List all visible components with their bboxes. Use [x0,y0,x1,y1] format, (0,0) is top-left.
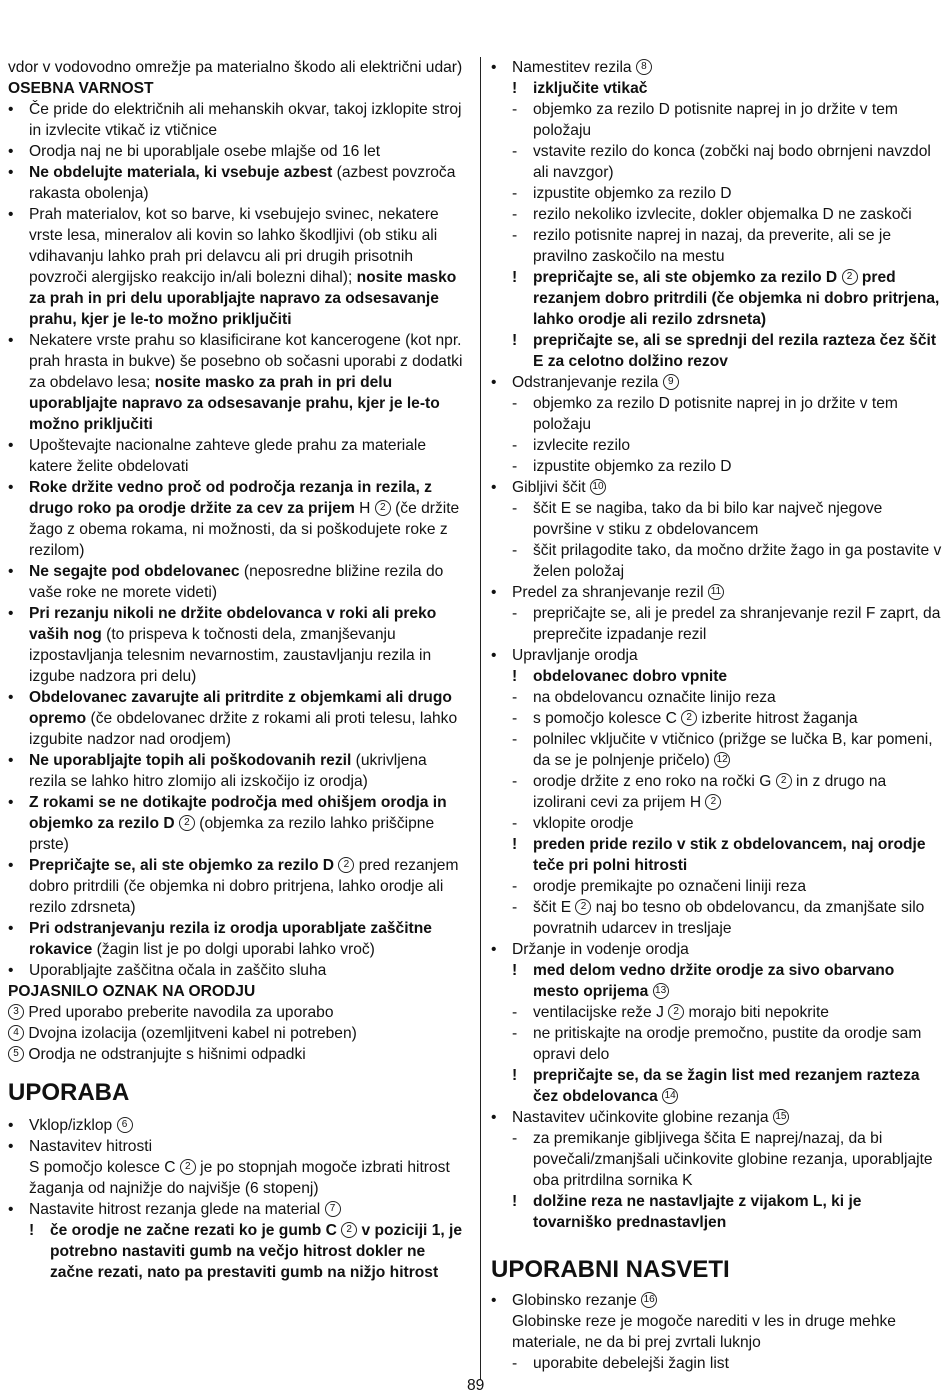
figure-reference-badge: 2 [575,899,591,915]
figure-reference-badge: 16 [641,1292,657,1308]
bullet-item [8,162,468,204]
text-run: če orodje ne začne rezati ko je gumb C [50,1222,342,1239]
figure-reference-badge: 2 [681,710,697,726]
text-run: vstavite rezilo do konca (zobčki naj bodo obrnjeni navzdol ali navzgor) [533,143,931,181]
text-run: Upoštevajte nacionalne zahteve glede prahu za materiale katere želite obdelovati [29,437,427,475]
text-run: (žagin list je po dolgi uporabi lahko vroč) [92,941,375,958]
figure-reference-badge: 11 [708,584,724,600]
text-run: Nastavite hitrost rezanja glede na material [29,1201,325,1218]
bullet-item [8,855,468,918]
text-run: (če držite žago z obema rokama, ni možnosti, da si poškodujete roke z rezilom) [29,500,460,559]
text-run: UPORABNI NASVETI [491,1256,730,1283]
bullet-item [8,99,468,141]
dash-item [491,708,943,729]
figure-reference-badge: 5 [8,1046,24,1062]
text-run: (to prispeva k točnosti dela, zmanjševanju izpostavljanja telesnim nevarnostim, zaustavljanju rezila in izgube nadzora pri delu) [29,626,432,685]
figure-reference-badge: 6 [117,1117,133,1133]
bullet-item [8,330,468,435]
text-run: ščit E [533,899,576,916]
warning-item [491,267,943,330]
dash-item [491,897,943,939]
figure-reference-badge: 2 [705,794,721,810]
dash-item [491,498,943,540]
bullet-item [8,435,468,477]
text-run: med delom vedno držite orodje za sivo obarvano mesto oprijema [533,962,895,1000]
text-run: Če pride do električnih ali mehanskih okvar, takoj izklopite stroj in izvlecite vtikač iz vtičnice [29,101,462,139]
figure-reference-badge: 8 [636,59,652,75]
text-run: izberite hitrost žaganja [697,710,858,727]
dash-item [491,435,943,456]
text-run: izpustite objemko za rezilo D [533,185,732,202]
bullet-item [8,960,468,981]
bullet-item [8,204,468,330]
figure-reference-badge: 12 [714,752,730,768]
warning-item [491,78,943,99]
bullet-item [8,1115,468,1136]
bullet-item [8,792,468,855]
dash-item [491,687,943,708]
bullet-item [491,1107,943,1128]
figure-reference-badge: 7 [325,1201,341,1217]
bullet-item [491,645,943,666]
paragraph [8,1157,468,1199]
text-run: Uporabljajte zaščitna očala in zaščito sluha [29,962,327,979]
bullet-item [8,687,468,750]
text-run: Odstranjevanje rezila [512,374,663,391]
dash-item [491,225,943,267]
text-run: prepričajte se, ali ste objemko za rezilo D [533,269,842,286]
text-run: ščit prilagodite tako, da močno držite žago in ga postavite v želen položaj [533,542,942,580]
text-run: (ukrivljena rezila se lahko hitro zlomijo ali izskočijo iz orodja) [29,752,427,790]
text-run: Prah materialov, kot so barve, ki vsebujejo svinec, nekatere vrste lesa, mineralov ali kovin so lahko škodljivi (ob stiku ali vdihavanju lahko prah pri delavcu ali pri drugih prisotnih povzroči alergijsko reakcijo in/ali bolezni dihal); [29,206,439,286]
dash-item [491,1002,943,1023]
dash-item [491,183,943,204]
dash-item [491,1023,943,1065]
text-run: Pred uporabo preberite navodila za uporabo [24,1004,334,1021]
text-run: Ne segajte pod obdelovanec [29,563,240,580]
text-run: preden pride rezilo v stik z obdelovancem, naj orodje teče pri polni hitrosti [533,836,926,874]
dash-item [491,99,943,141]
text-run: orodje držite z eno roko na ročki G [533,773,776,790]
text-run: Dvojna izolacija (ozemljitveni kabel ni potreben) [24,1025,357,1042]
text-run: nosite masko za prah in pri delu uporabljajte napravo za odsesavanje prahu, kjer je le-to možno priključiti [29,374,440,433]
figure-reference-badge: 9 [663,374,679,390]
figure-reference-badge: 2 [375,500,391,516]
dash-item [491,204,943,225]
paragraph [491,1311,943,1353]
text-run: za premikanje gibljivega ščita E naprej/nazaj, da bi povečali/zmanjšali učinkovite globine rezanja, uporabljajte oba pritrdilna sornika K [533,1130,933,1189]
text-run: je po stopnjah mogoče izbrati hitrost žaganja od najnižje do najvišje (6 stopenj) [29,1159,450,1197]
section-title [491,1256,943,1284]
text-run: (neposredne bližine rezila do vaše roke ne morete videti) [29,563,444,601]
bullet-item [8,750,468,792]
text-run: vdor v vodovodno omrežje pa materialno škodo ali električni udar) [8,59,463,76]
text-run: Pri rezanju nikoli ne držite obdelovanca v roki ali preko vaših nog [29,605,437,643]
text-run: naj bo tesno ob obdelovancu, da zmanjšate silo povratnih udarcev in tresljaje [533,899,925,937]
section-title [8,1079,468,1107]
text-run: POJASNILO OZNAK NA ORODJU [8,983,256,1000]
bullet-item [491,582,943,603]
text-run: Obdelovanec zavarujte ali pritrdite z objemkami ali drugo opremo [29,689,452,727]
text-run: Nastavitev učinkovite globine rezanja [512,1109,773,1126]
dash-item [491,1128,943,1191]
warning-item [8,1220,468,1283]
bullet-item [8,1136,468,1157]
figure-reference-badge: 10 [590,479,606,495]
right-column [491,57,943,1374]
dash-item [491,456,943,477]
bullet-item [491,477,943,498]
text-line [8,1002,468,1023]
column-divider [480,57,481,1380]
text-run: (azbest povzroča rakasta obolenja) [29,164,456,202]
page-number: 89 [467,1377,485,1394]
bullet-item [491,1290,943,1311]
text-run: Nekatere vrste prahu so klasificirane kot kancerogene (kot npr. prah hrasta in bukve) še posebno ob sočasni uporabi z dodatki za obdelavo lesa; [29,332,463,391]
text-run: Ne uporabljajte topih ali poškodovanih rezil [29,752,352,769]
text-run: prepričajte se, ali je predel za shranjevanje rezil F zaprt, da preprečite izpadanje rezil [533,605,941,643]
text-run: dolžine reza ne nastavljajte z vijakom L, ki je tovarniško prednastavljen [533,1193,862,1231]
dash-item [491,393,943,435]
text-run: uporabite debelejši žagin list [533,1355,729,1372]
text-run: objemko za rezilo D potisnite naprej in jo držite v tem položaju [533,101,898,139]
dash-item [491,813,943,834]
text-run: s pomočjo kolesce C [533,710,682,727]
text-run: Orodja ne odstranjujte s hišnimi odpadki [24,1046,306,1063]
figure-reference-badge: 13 [653,983,669,999]
text-run: nosite masko za prah in pri delu uporabljajte napravo za odsesavanje prahu, kjer je le-to možno priključiti [29,269,457,328]
bullet-item [491,372,943,393]
warning-item [491,1191,943,1233]
figure-reference-badge: 15 [773,1109,789,1125]
text-run: v poziciji 1, je potrebno nastaviti gumb na večjo hitrost dokler ne začne rezati, nato pa prestaviti gumb na nižjo hitrost [50,1222,463,1281]
bullet-item [8,603,468,687]
text-run: prepričajte se, ali se sprednji del rezila razteza čez ščit E za celotno dolžino rezov [533,332,937,370]
text-run: H [354,500,375,517]
text-run: polnilec vključite v vtičnico (prižge se lučka B, kar pomeni, da se je polnjenje pričelo) [533,731,933,769]
text-line [8,1044,468,1065]
text-run: Globinsko rezanje [512,1292,642,1309]
bullet-item [8,1199,468,1220]
warning-item [491,330,943,372]
text-line [8,57,468,78]
text-run: Predel za shranjevanje rezil [512,584,708,601]
text-run: UPORABA [8,1079,130,1106]
warning-item [491,666,943,687]
figure-reference-badge: 4 [8,1025,24,1041]
text-run: Ne obdelujte materiala, ki vsebuje azbest [29,164,333,181]
figure-reference-badge: 2 [338,857,354,873]
figure-reference-badge: 2 [668,1004,684,1020]
section-heading [8,981,468,1002]
bullet-item [8,561,468,603]
text-run: izpustite objemko za rezilo D [533,458,732,475]
left-column [8,57,468,1283]
text-run: Upravljanje orodja [512,647,638,664]
text-run: Roke držite vedno proč od področja rezanja in rezila, z drugo roko pa orodje držite za cev za prijem [29,479,432,517]
text-run: rezilo potisnite naprej in nazaj, da preverite, ali se je pravilno zaskočilo na mestu [533,227,891,265]
text-run: rezilo nekoliko izvlecite, dokler objemalka D ne zaskoči [533,206,912,223]
text-run: izvlecite rezilo [533,437,631,454]
text-run: pred rezanjem dobro pritrdili (če objemka ni dobro pritrjena, lahko orodje ali rezilo zdrsneta) [29,857,459,916]
text-line [8,1023,468,1044]
text-run: morajo biti nepokrite [684,1004,829,1021]
text-run: (objemka za rezilo lahko priščipne prste) [29,815,435,853]
section-heading [8,78,468,99]
text-run: Globinske reze je mogoče narediti v les in druge mehke materiale, ne da bi prej zvrtali luknjo [512,1313,896,1351]
text-run: Gibljivi ščit [512,479,590,496]
figure-reference-badge: 3 [8,1004,24,1020]
figure-reference-badge: 2 [180,1159,196,1175]
figure-reference-badge: 2 [842,269,858,285]
figure-reference-badge: 2 [776,773,792,789]
text-run: pred rezanjem dobro pritrdili (če objemka ni dobro pritrjena, lahko orodje ali rezilo zdrsneta) [533,269,940,328]
bullet-item [491,939,943,960]
text-run: Nastavitev hitrosti [29,1138,153,1155]
text-run: OSEBNA VARNOST [8,80,154,97]
text-run: prepričajte se, da se žagin list med rezanjem razteza čez obdelovanca [533,1067,920,1105]
text-run: ne pritiskajte na orodje premočno, pustite da orodje sam opravi delo [533,1025,922,1063]
figure-reference-badge: 2 [179,815,195,831]
text-run: izključite vtikač [533,80,648,97]
dash-item [491,729,943,771]
text-run: Pri odstranjevanju rezila iz orodja uporabljate zaščitne rokavice [29,920,432,958]
warning-item [491,960,943,1002]
text-run: Držanje in vodenje orodja [512,941,689,958]
dash-item [491,141,943,183]
text-run: na obdelovancu označite linijo reza [533,689,776,706]
text-run: orodje premikajte po označeni liniji reza [533,878,807,895]
dash-item [491,540,943,582]
warning-item [491,1065,943,1107]
text-run: Prepričajte se, ali ste objemko za rezilo D [29,857,335,874]
figure-reference-badge: 14 [662,1088,678,1104]
text-run: Namestitev rezila [512,59,636,76]
text-run: Vklop/izklop [29,1117,117,1134]
bullet-item [8,477,468,561]
dash-item [491,771,943,813]
text-run: S pomočjo kolesce C [29,1159,180,1176]
dash-item [491,603,943,645]
text-run: (če obdelovanec držite z rokami ali proti telesu, lahko izgubite nadzor nad orodjem) [29,710,458,748]
text-run: objemko za rezilo D potisnite naprej in jo držite v tem položaju [533,395,898,433]
dash-item [491,876,943,897]
text-run: in z drugo na izolirani cevi za prijem H [533,773,887,811]
text-run: ščit E se nagiba, tako da bi bilo kar največ njegove površine v stiku z obdelovancem [533,500,883,538]
text-run: obdelovanec dobro vpnite [533,668,728,685]
bullet-item [491,57,943,78]
bullet-item [8,918,468,960]
text-run: ventilacijske reže J [533,1004,669,1021]
bullet-item [8,141,468,162]
dash-item [491,1353,943,1374]
text-run: Orodja naj ne bi uporabljale osebe mlajše od 16 let [29,143,381,160]
text-run: Z rokami se ne dotikajte področja med ohišjem orodja in objemko za rezilo D [29,794,447,832]
warning-item [491,834,943,876]
text-run: vklopite orodje [533,815,634,832]
figure-reference-badge: 2 [341,1222,357,1238]
